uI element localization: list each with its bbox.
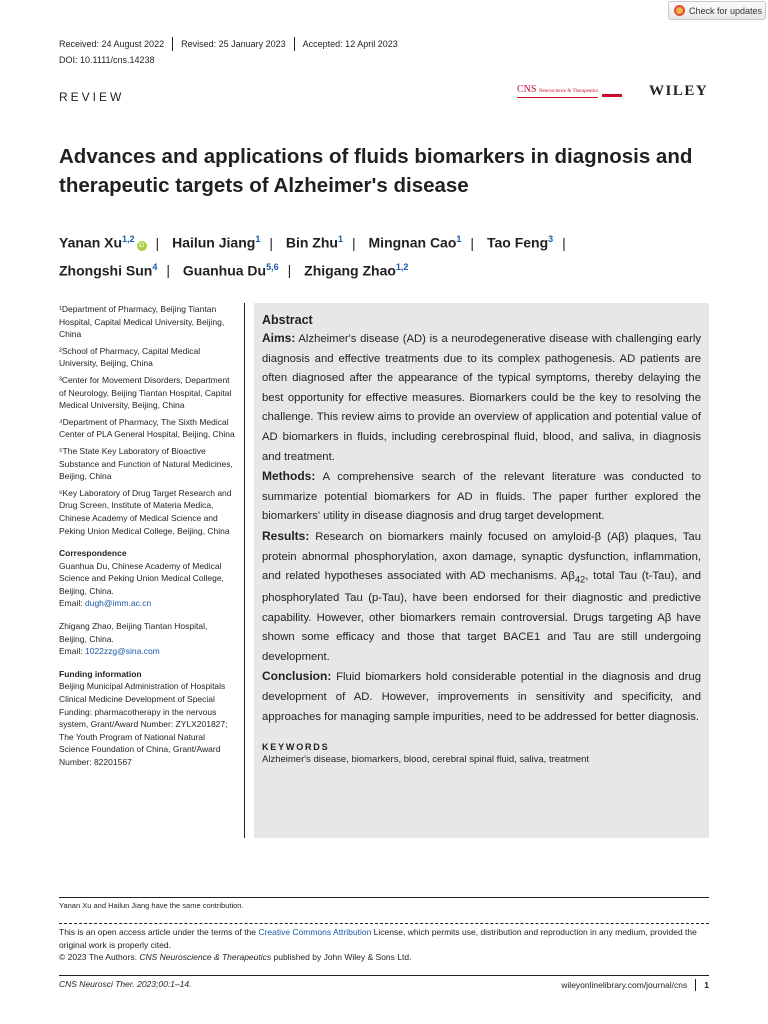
footer-right	[561, 979, 709, 991]
journal-logo-bar	[602, 94, 622, 97]
abstract-heading: Abstract	[262, 313, 313, 327]
affiliation: ⁴Department of Pharmacy, The Sixth Medical Center of PLA General Hospital, Beijing, China	[59, 416, 235, 440]
section-label: REVIEW	[59, 90, 125, 104]
author-affiliation-ref[interactable]: 1	[337, 234, 343, 244]
author-affiliation-ref[interactable]: 1,2	[122, 234, 135, 244]
journal-url[interactable]: wileyonlinelibrary.com/journal/cns	[561, 980, 688, 990]
author-name[interactable]: Yanan Xu	[59, 234, 123, 251]
abstract-aims	[262, 329, 701, 467]
author-affiliation-ref[interactable]: 1	[255, 234, 261, 244]
footnote-rule	[59, 897, 709, 898]
author-name[interactable]: Zhongshi Sun	[59, 262, 153, 279]
author-separator: |	[155, 234, 160, 251]
correspondence-heading: Correspondence	[59, 548, 127, 559]
license-link[interactable]: Creative Commons Attribution	[258, 927, 372, 937]
author-list	[59, 227, 719, 282]
copyright-journal: CNS Neuroscience & Therapeutics	[139, 952, 272, 962]
email-link[interactable]: 1022zzg@sina.com	[84, 646, 160, 657]
author-separator: |	[287, 262, 292, 279]
abstract-methods	[262, 467, 701, 527]
publisher-logo: WILEY	[649, 83, 709, 99]
journal-citation: CNS Neurosci Ther. 2023;00:1–14.	[59, 979, 192, 989]
results-label: Results:	[262, 528, 310, 543]
author-separator: |	[166, 262, 170, 279]
email-link[interactable]: dugh@imm.ac.cn	[84, 598, 152, 609]
keywords-heading: KEYWORDS	[262, 742, 330, 753]
received-date: Received: 24 August 2022	[59, 39, 165, 49]
author-separator: |	[562, 234, 566, 251]
results-text: Research on biomarkers mainly focused on amyloid-β (Aβ) plaques, Tau protein abnormal phosphorylation, axon damage, synaptic dysfunction, inflammation, and related hypotheses associated with AD mechanisms. Aβ	[262, 530, 701, 583]
journal-logo-text	[517, 84, 598, 98]
correspondence-text: Zhigang Zhao, Beijing Tiantan Hospital, Beijing, China.	[59, 621, 208, 644]
doi[interactable]: DOI: 10.1111/cns.14238	[59, 55, 155, 65]
affiliations-column	[59, 303, 237, 773]
article-title: Advances and applications of fluids biomarkers in diagnosis and therapeutic targets of Alzheimer's disease	[59, 145, 693, 197]
column-divider	[244, 303, 245, 838]
license-text: This is an open access article under the terms of the	[59, 927, 259, 937]
author-name[interactable]: Tao Feng	[486, 234, 549, 251]
correspondence-entry	[59, 560, 237, 610]
author-affiliation-ref[interactable]: 4	[152, 261, 158, 272]
author-separator: |	[470, 234, 475, 251]
aims-label: Aims:	[262, 331, 296, 345]
conclusion-text: Fluid biomarkers hold considerable potential in the diagnosis and drug development of AD. However, improvements in sensitivity and specificity, and approaches for managing sample impurities, need to be addressed for better diagnosis.	[262, 671, 701, 723]
methods-text: A comprehensive search of the relevant literature was conducted to summarize potential biomarkers for AD in fluids. The paper further explored the biomarkers' utility in disease diagnosis and drug target development.	[262, 471, 701, 523]
copyright-text: © 2023 The Authors.	[59, 952, 140, 962]
results-text-cont: , total Tau (t-Tau), and phosphorylated Tau (p-Tau), have been endorsed for their diagnostic and predictive capability. However, other biomarkers remain controversial. Drugs targeting Aβ have shown some efficacy and those that target BACE1 and Tau are still undergoing development.	[262, 570, 702, 663]
author-affiliation-ref[interactable]: 1	[456, 234, 462, 244]
correspondence-entry	[59, 620, 237, 658]
author-name[interactable]: Guanhua Du	[182, 262, 267, 279]
email-label: Email:	[59, 646, 85, 657]
author-name[interactable]: Mingnan Cao	[368, 234, 457, 251]
license-note	[59, 926, 709, 964]
abstract-box	[254, 303, 709, 838]
keywords: Alzheimer's disease, biomarkers, blood, cerebral spinal fluid, saliva, treatment	[262, 754, 590, 766]
aims-text: Alzheimer's disease (AD) is a neurodegenerative disease with challenging early diagnosis and effective treatments due to its complex pathogenesis. AD patients are often diagnosed after the appearance of the typical symptoms, thereby delaying the best opportunity for effective measures. Biomarkers could be the key to resolving the challenge. This review aims to provide an overview of application and potential value of AD biomarkers in fluids, including cerebrospinal fluid, blood, and saliva, in diagnosis and treatment.	[262, 333, 701, 463]
accepted-date: Accepted: 12 April 2023	[302, 39, 398, 49]
affiliation: ⁶Key Laboratory of Drug Target Research and Drug Screen, Institute of Materia Medica, Chinese Academy of Medical Science and Peking Union Medical College, Beijing, China	[59, 487, 232, 536]
update-status-icon	[674, 5, 685, 16]
affiliation: ²School of Pharmacy, Capital Medical University, Beijing, China	[59, 345, 201, 369]
methods-label: Methods:	[262, 469, 316, 484]
author-separator: |	[269, 234, 273, 251]
funding-heading: Funding information	[59, 668, 142, 679]
journal-logo	[517, 84, 622, 98]
author-separator: |	[351, 234, 356, 251]
journal-logo-cns: CNS	[517, 84, 537, 95]
affiliation: ¹Department of Pharmacy, Beijing Tiantan Hospital, Capital Medical University, Beijing, China	[59, 304, 225, 340]
divider	[695, 979, 696, 991]
abstract-results	[262, 527, 701, 667]
article-history	[59, 37, 398, 51]
orcid-icon[interactable]: iD	[137, 241, 147, 251]
results-subscript: 42	[574, 573, 586, 585]
affiliation: ³Center for Movement Disorders, Department of Neurology, Beijing Tiantan Hospital, Capital Medical University, Beijing, China	[59, 374, 232, 411]
copyright-text-cont: published by John Wiley & Sons Ltd.	[271, 952, 412, 962]
funding-text: Beijing Municipal Administration of Hospitals Clinical Medicine Development of Special Funding: pharmacotherapy in the nervous system, Grant/Award Number: ZYLX201827; The Youth Program of National Natural Science Foundation of China, Grant/Award Number: 82201567	[59, 681, 228, 767]
footer-rule	[59, 975, 709, 976]
divider	[294, 37, 295, 51]
author-affiliation-ref[interactable]: 3	[548, 234, 554, 244]
abstract-conclusion	[262, 667, 701, 727]
check-for-updates-button[interactable]	[668, 1, 766, 20]
footnote-dashed-rule	[59, 923, 709, 924]
license-text-cont: License, which permits use, distribution and reproduction in any medium, provided the original work is properly cited.	[59, 927, 697, 950]
conclusion-label: Conclusion:	[262, 669, 332, 684]
equal-contribution-note: Yanan Xu and Hailun Jiang have the same contribution.	[59, 901, 244, 910]
revised-date: Revised: 25 January 2023	[181, 39, 286, 49]
page-number: 1	[704, 980, 709, 990]
author-name[interactable]: Bin Zhu	[285, 234, 338, 251]
author-name[interactable]: Zhigang Zhao	[304, 262, 396, 279]
check-for-updates-label: Check for updates	[689, 5, 763, 16]
divider	[172, 37, 173, 51]
author-affiliation-ref[interactable]: 1,2	[395, 261, 409, 272]
journal-logo-subtitle: Neuroscience & Therapeutics	[538, 89, 599, 94]
author-name[interactable]: Hailun Jiang	[172, 234, 256, 251]
author-affiliation-ref[interactable]: 5,6	[266, 261, 279, 272]
email-label: Email:	[59, 598, 85, 609]
affiliation: ⁵The State Key Laboratory of Bioactive Substance and Function of Natural Medicines, Beijing, China	[59, 445, 233, 482]
correspondence-text: Guanhua Du, Chinese Academy of Medical Science and Peking Union Medical College, Beijing, China.	[59, 560, 224, 596]
